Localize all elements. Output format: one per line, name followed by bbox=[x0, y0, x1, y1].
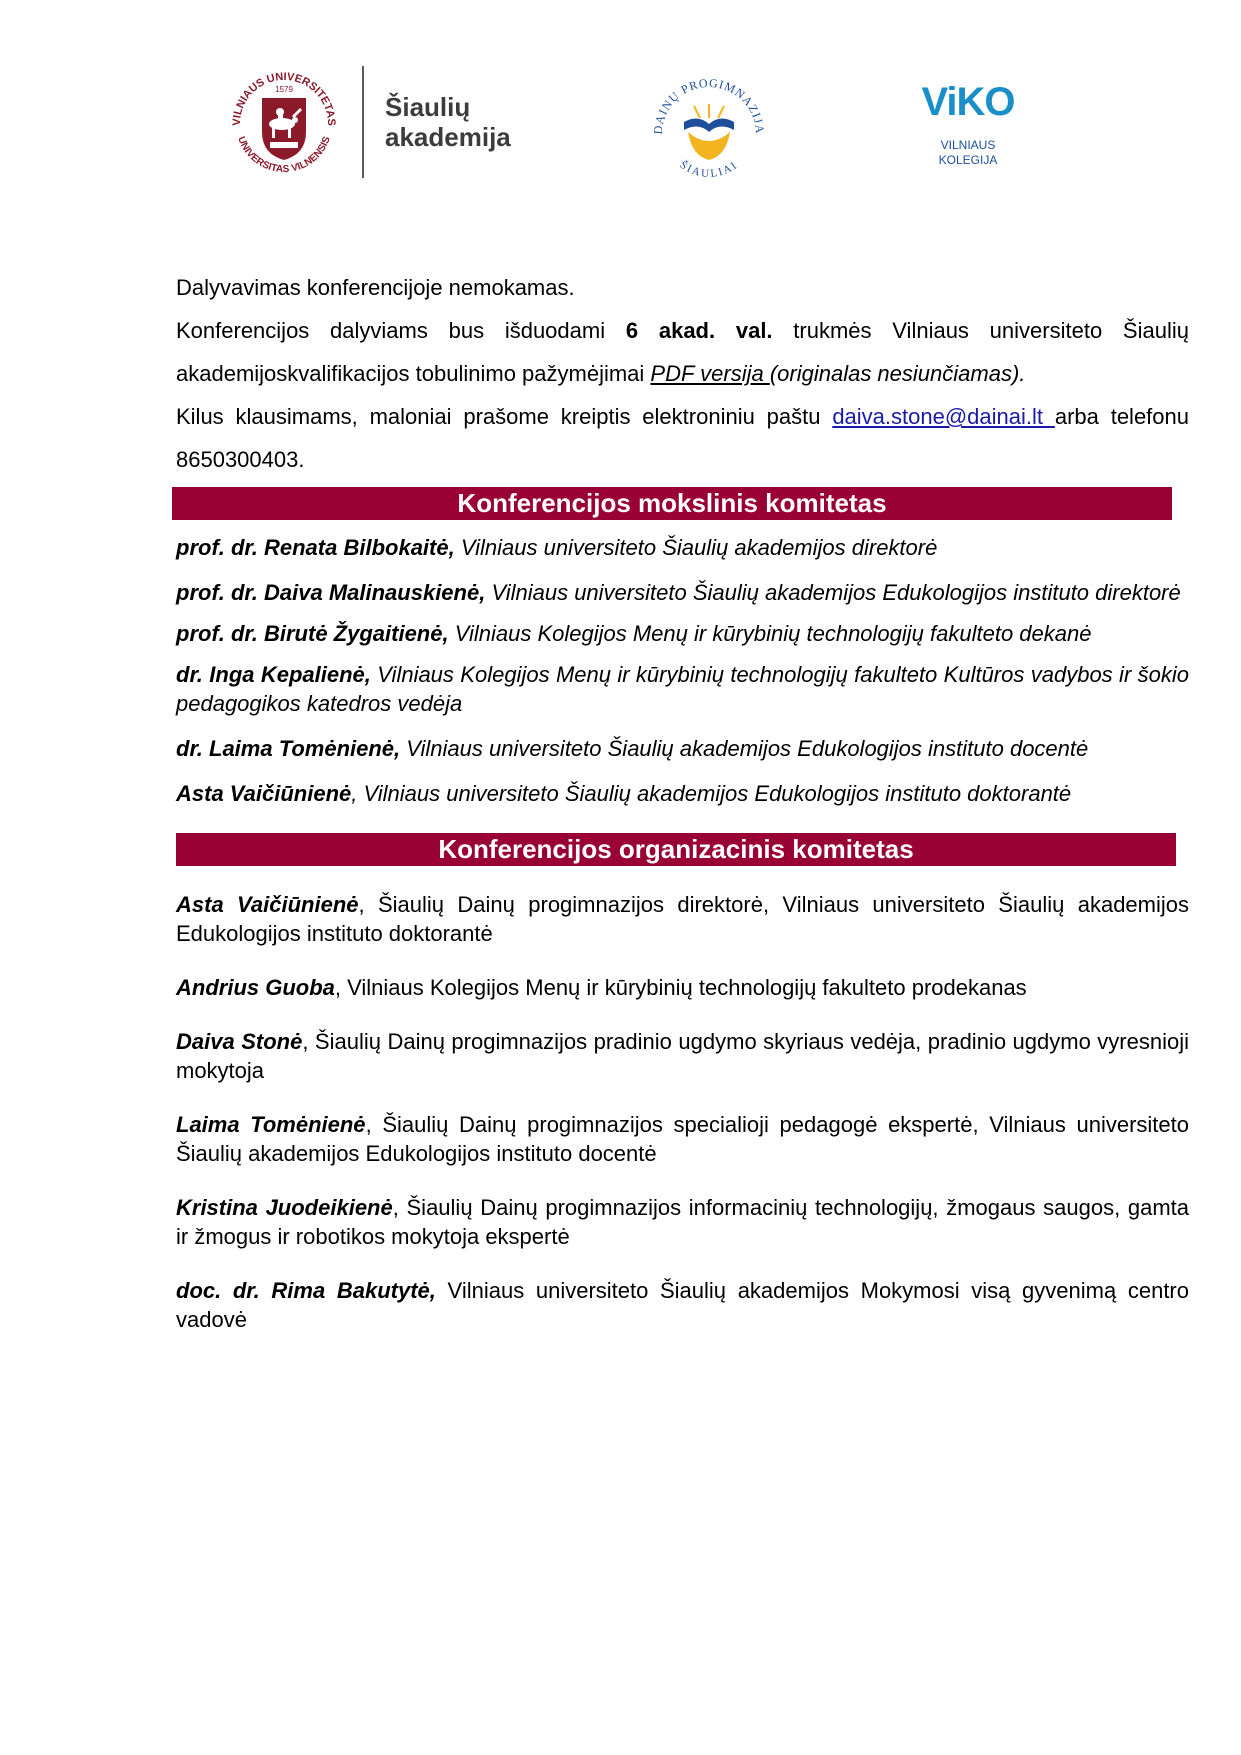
siauliai-academy-wordmark bbox=[385, 92, 511, 152]
svg-text:ŠIAULIAI bbox=[678, 159, 741, 180]
dainu-progymnasium-logo bbox=[648, 60, 770, 188]
list-item: Kristina Juodeikienė, Šiaulių Dainų progimnazijos informacinių technologijų, žmogaus saugos, gamta ir žmogus ir robotikos mokytoja ekspertė bbox=[176, 1195, 1189, 1249]
siauliai-wordmark-line2: akademija bbox=[385, 122, 511, 152]
certificate-paragraph: Konferencijos dalyviams bus išduodami 6 akad. val. trukmės Vilniaus universiteto Šiaulių akademijoskvalifikacijos tobulinimo pažymėjimai PDF versija (originalas nesiunčiamas). bbox=[176, 318, 1189, 386]
list-item: Laima Tomėnienė, Šiaulių Dainų progimnazijos specialioji pedagogė ekspertė, Vilniaus universiteto Šiaulių akademijos Edukologijos instituto docentė bbox=[176, 1112, 1190, 1166]
list-item: Asta Vaičiūnienė, Šiaulių Dainų progimnazijos direktorė, Vilniaus universiteto Šiaulių akademijos Edukologijos instituto doktorantė bbox=[176, 892, 1189, 946]
vu-year-text: 1579 bbox=[275, 85, 293, 94]
list-item: Daiva Stonė, Šiaulių Dainų progimnazijos pradinio ugdymo skyriaus vedėja, pradinio ugdymo vyresnioji mokytoja bbox=[176, 1029, 1189, 1083]
pdf-version-link[interactable]: PDF versija bbox=[650, 361, 770, 386]
organizing-committee-heading: Konferencijos organizacinis komitetas bbox=[176, 833, 1176, 866]
list-item: prof. dr. Daiva Malinauskienė, Vilniaus universiteto Šiaulių akademijos Edukologijos instituto direktorė bbox=[176, 580, 1181, 605]
viko-line2: KOLEGIJA bbox=[938, 153, 998, 167]
list-item: Asta Vaičiūnienė, Vilniaus universiteto Šiaulių akademijos Edukologijos instituto doktorantė bbox=[176, 781, 1072, 806]
academic-hours: 6 akad. val. bbox=[625, 318, 773, 343]
list-item: prof. dr. Renata Bilbokaitė, Vilniaus universiteto Šiaulių akademijos direktorė bbox=[176, 535, 938, 560]
logo-header bbox=[0, 0, 1241, 200]
list-item: Andrius Guoba, Vilniaus Kolegijos Menų ir kūrybinių technologijų fakulteto prodekanas bbox=[176, 975, 1027, 1000]
contact-paragraph: Kilus klausimams, maloniai prašome kreiptis elektroniniu paštu daiva.stone@dainai.lt arba telefonu 8650300403. bbox=[176, 404, 1189, 472]
viko-logo bbox=[918, 66, 1018, 168]
dainu-ring-text: DAINŲ PROGIMNAZIJA bbox=[650, 75, 768, 135]
scientific-committee-heading: Konferencijos mokslinis komitetas bbox=[172, 487, 1172, 520]
scientific-committee-list bbox=[176, 533, 1189, 808]
viko-mark: ViKO bbox=[921, 80, 1015, 124]
document-body bbox=[176, 266, 1189, 1334]
list-item: prof. dr. Birutė Žygaitienė, Vilniaus Kolegijos Menų ir kūrybinių technologijų fakulteto dekanė bbox=[176, 621, 1092, 646]
list-item: dr. Inga Kepalienė, Vilniaus Kolegijos Menų ir kūrybinių technologijų fakulteto Kultūros vadybos ir šokio pedagogikos katedros vedėja bbox=[176, 662, 1189, 716]
list-item: dr. Laima Tomėnienė, Vilniaus universiteto Šiaulių akademijos Edukologijos instituto docentė bbox=[176, 736, 1089, 761]
vilnius-university-seal-logo bbox=[222, 62, 346, 186]
vu-ring-top-text: VILNIAUS UNIVERSITETAS bbox=[230, 70, 338, 127]
logo-divider bbox=[362, 66, 364, 178]
participation-note: Dalyvavimas konferencijoje nemokamas. bbox=[176, 275, 575, 300]
siauliai-wordmark-line1: Šiaulių bbox=[385, 92, 471, 122]
contact-email-link[interactable]: daiva.stone@dainai.lt bbox=[832, 404, 1055, 429]
dainu-bottom-text: ŠIAULIAI bbox=[677, 158, 741, 180]
viko-line1: VILNIAUS bbox=[940, 138, 996, 152]
organizing-committee-list bbox=[176, 890, 1189, 1334]
vu-ring-bottom-text: UNIVERSITAS VILNENSIS bbox=[235, 135, 333, 176]
list-item: doc. dr. Rima Bakutytė, Vilniaus universiteto Šiaulių akademijos Mokymosi visą gyvenimą centro vadovė bbox=[176, 1278, 1189, 1332]
